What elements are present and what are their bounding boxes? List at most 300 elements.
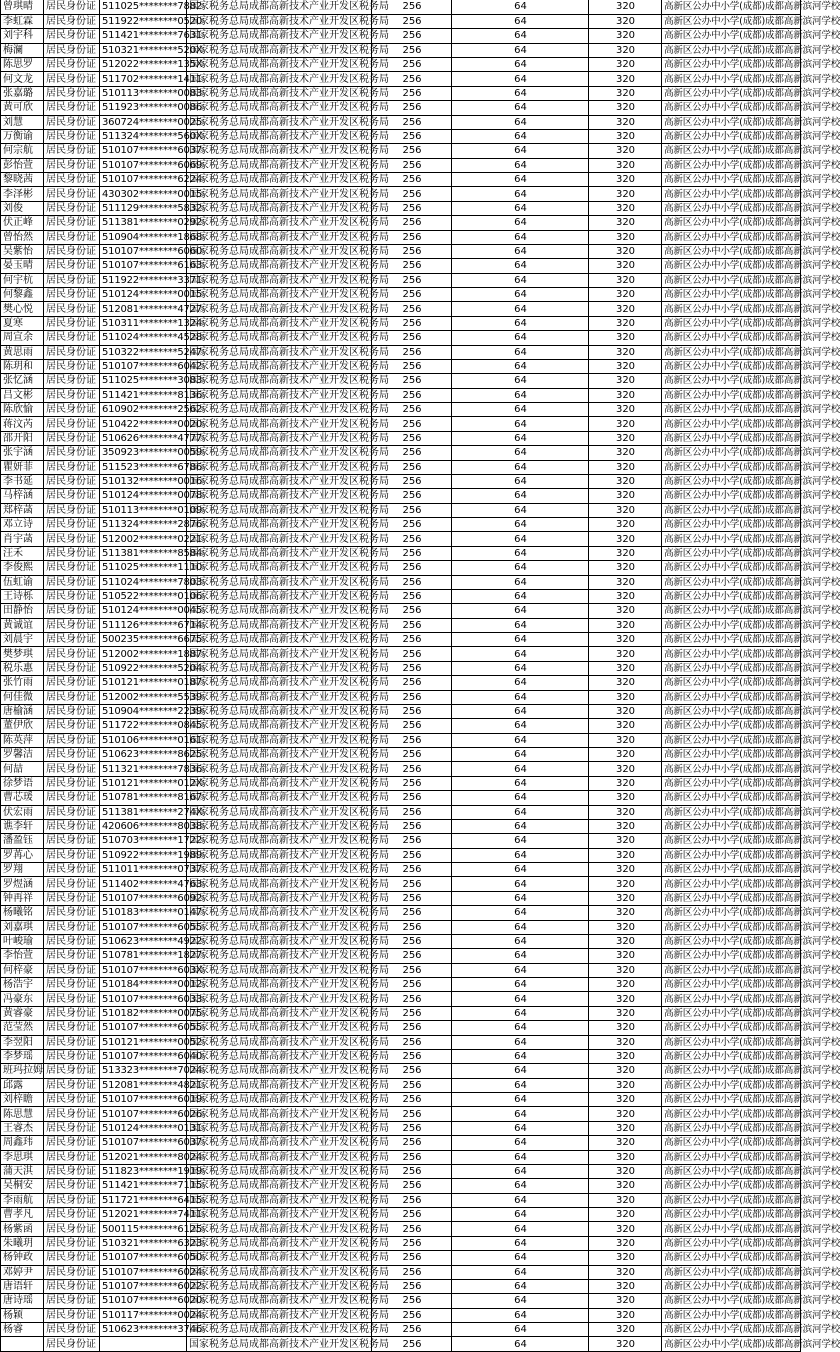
amount-c-cell: 320 (589, 230, 662, 244)
table-row (1, 1107, 801, 1121)
id-number-cell: 430302********0015 (100, 187, 187, 201)
school-cell: 高新区公办中小学(成都)成都高新滨河学校 (662, 86, 801, 100)
amount-b-cell: 64 (452, 633, 589, 647)
table-row (1, 532, 801, 546)
amount-a-cell: 256 (372, 661, 452, 675)
id-number-cell: 510107********6037 (100, 144, 187, 158)
id-type-cell: 居民身份证 (44, 273, 100, 287)
amount-c-cell: 320 (589, 359, 662, 373)
amount-b-cell: 64 (452, 805, 589, 819)
school-cell: 高新区公办中小学(成都)成都高新滨河学校 (662, 101, 801, 115)
table-row (1, 949, 801, 963)
school-cell: 高新区公办中小学(成都)成都高新滨河学校 (662, 1107, 801, 1121)
school-cell: 高新区公办中小学(成都)成都高新滨河学校 (662, 1179, 801, 1193)
amount-c-cell: 320 (589, 288, 662, 302)
student-name-cell: 吴桐安 (1, 1179, 44, 1193)
id-type-cell: 居民身份证 (44, 934, 100, 948)
amount-c-cell: 320 (589, 676, 662, 690)
id-type-cell: 居民身份证 (44, 776, 100, 790)
amount-b-cell: 64 (452, 920, 589, 934)
amount-a-cell: 256 (372, 259, 452, 273)
student-name-cell: 徐梦语 (1, 776, 44, 790)
id-type-cell: 居民身份证 (44, 1049, 100, 1063)
student-name-cell: 张嘉璐 (1, 86, 44, 100)
amount-a-cell: 256 (372, 302, 452, 316)
id-type-cell: 居民身份证 (44, 963, 100, 977)
tax-unit-cell: 国家税务总局成都高新技术产业开发区税务局 (187, 1279, 372, 1293)
student-name-cell: 邵开阳 (1, 431, 44, 445)
amount-a-cell: 256 (372, 29, 452, 43)
amount-a-cell: 256 (372, 1064, 452, 1078)
school-cell: 高新区公办中小学(成都)成都高新滨河学校 (662, 1136, 801, 1150)
amount-a-cell: 256 (372, 748, 452, 762)
amount-c-cell: 320 (589, 29, 662, 43)
student-name-cell: 蒲天淇 (1, 1164, 44, 1178)
tax-unit-cell: 国家税务总局成都高新技术产业开发区税务局 (187, 1150, 372, 1164)
amount-b-cell: 64 (452, 1193, 589, 1207)
amount-c-cell: 320 (589, 791, 662, 805)
amount-a-cell: 256 (372, 589, 452, 603)
student-name-cell: 何梓豪 (1, 963, 44, 977)
amount-b-cell: 64 (452, 647, 589, 661)
school-cell: 高新区公办中小学(成都)成都高新滨河学校 (662, 1164, 801, 1178)
amount-c-cell: 320 (589, 259, 662, 273)
student-name-cell: 邓婷尹 (1, 1265, 44, 1279)
id-type-cell: 居民身份证 (44, 661, 100, 675)
amount-a-cell: 256 (372, 934, 452, 948)
amount-c-cell: 320 (589, 14, 662, 28)
student-name-cell: 黄诚谊 (1, 618, 44, 632)
id-type-cell: 居民身份证 (44, 331, 100, 345)
id-type-cell: 居民身份证 (44, 805, 100, 819)
id-type-cell: 居民身份证 (44, 216, 100, 230)
id-type-cell: 居民身份证 (44, 1193, 100, 1207)
amount-c-cell: 320 (589, 1279, 662, 1293)
id-type-cell: 居民身份证 (44, 863, 100, 877)
tax-unit-cell: 国家税务总局成都高新技术产业开发区税务局 (187, 604, 372, 618)
id-number-cell: 511421********7631 (100, 29, 187, 43)
id-number-cell: 511922********3371 (100, 273, 187, 287)
amount-a-cell: 256 (372, 1093, 452, 1107)
amount-a-cell: 256 (372, 949, 452, 963)
amount-a-cell: 256 (372, 704, 452, 718)
school-cell: 高新区公办中小学(成都)成都高新滨河学校 (662, 345, 801, 359)
tax-unit-cell: 国家税务总局成都高新技术产业开发区税务局 (187, 417, 372, 431)
id-type-cell: 居民身份证 (44, 604, 100, 618)
amount-b-cell: 64 (452, 244, 589, 258)
school-cell: 高新区公办中小学(成都)成都高新滨河学校 (662, 359, 801, 373)
amount-b-cell: 64 (452, 532, 589, 546)
amount-a-cell: 256 (372, 1265, 452, 1279)
id-number-cell: 510623********3746 (100, 1323, 187, 1337)
amount-a-cell: 256 (372, 187, 452, 201)
tax-unit-cell: 国家税务总局成都高新技术产业开发区税务局 (187, 920, 372, 934)
amount-c-cell: 320 (589, 518, 662, 532)
amount-b-cell: 64 (452, 129, 589, 143)
school-cell: 高新区公办中小学(成都)成都高新滨河学校 (662, 963, 801, 977)
school-cell: 高新区公办中小学(成都)成都高新滨河学校 (662, 733, 801, 747)
tax-unit-cell: 国家税务总局成都高新技术产业开发区税务局 (187, 1323, 372, 1337)
amount-c-cell: 320 (589, 1136, 662, 1150)
tax-unit-cell: 国家税务总局成都高新技术产业开发区税务局 (187, 1179, 372, 1193)
amount-a-cell: 256 (372, 316, 452, 330)
table-row (1, 762, 801, 776)
student-name-cell: 税乐惠 (1, 661, 44, 675)
amount-c-cell: 320 (589, 1265, 662, 1279)
id-type-cell: 居民身份证 (44, 920, 100, 934)
tax-unit-cell: 国家税务总局成都高新技术产业开发区税务局 (187, 791, 372, 805)
tax-unit-cell: 国家税务总局成都高新技术产业开发区税务局 (187, 676, 372, 690)
amount-b-cell: 64 (452, 1251, 589, 1265)
id-number-cell: 510107********6019 (100, 1093, 187, 1107)
amount-c-cell: 320 (589, 949, 662, 963)
table-row (1, 719, 801, 733)
id-number-cell: 510922********5204 (100, 661, 187, 675)
id-type-cell: 居民身份证 (44, 819, 100, 833)
table-row (1, 345, 801, 359)
tax-unit-cell: 国家税务总局成都高新技术产业开发区税务局 (187, 1006, 372, 1020)
id-type-cell: 居民身份证 (44, 1121, 100, 1135)
id-type-cell: 居民身份证 (44, 589, 100, 603)
table-row (1, 1193, 801, 1207)
amount-a-cell: 256 (372, 431, 452, 445)
school-cell: 高新区公办中小学(成都)成都高新滨河学校 (662, 604, 801, 618)
student-name-cell: 李书延 (1, 474, 44, 488)
tax-unit-cell: 国家税务总局成都高新技术产业开发区税务局 (187, 1265, 372, 1279)
school-cell: 高新区公办中小学(成都)成都高新滨河学校 (662, 532, 801, 546)
student-name-cell: 何佳微 (1, 690, 44, 704)
tax-unit-cell: 国家税务总局成都高新技术产业开发区税务局 (187, 1308, 372, 1322)
id-number-cell: 510322********5247 (100, 345, 187, 359)
amount-b-cell: 64 (452, 748, 589, 762)
student-name-cell: 罗苒心 (1, 848, 44, 862)
amount-c-cell: 320 (589, 1150, 662, 1164)
amount-c-cell: 320 (589, 1121, 662, 1135)
id-number-cell: 511702********1411 (100, 72, 187, 86)
tax-unit-cell: 国家税务总局成都高新技术产业开发区税务局 (187, 934, 372, 948)
table-row (1, 86, 801, 100)
id-number-cell: 512021********7411 (100, 1208, 187, 1222)
tax-unit-cell: 国家税务总局成都高新技术产业开发区税务局 (187, 546, 372, 560)
amount-b-cell: 64 (452, 676, 589, 690)
amount-c-cell: 320 (589, 1251, 662, 1265)
id-type-cell: 居民身份证 (44, 834, 100, 848)
table-row (1, 29, 801, 43)
school-cell: 高新区公办中小学(成都)成都高新滨河学校 (662, 906, 801, 920)
amount-c-cell: 320 (589, 187, 662, 201)
amount-a-cell: 256 (372, 819, 452, 833)
amount-b-cell: 64 (452, 158, 589, 172)
amount-c-cell: 320 (589, 934, 662, 948)
amount-c-cell: 320 (589, 1164, 662, 1178)
amount-c-cell: 320 (589, 58, 662, 72)
amount-c-cell: 320 (589, 532, 662, 546)
student-name-cell: 潘盈钰 (1, 834, 44, 848)
school-cell: 高新区公办中小学(成都)成都高新滨河学校 (662, 1049, 801, 1063)
student-name-cell: 邱露 (1, 1078, 44, 1092)
tax-unit-cell: 国家税务总局成都高新技术产业开发区税务局 (187, 589, 372, 603)
id-type-cell: 居民身份证 (44, 748, 100, 762)
school-cell: 高新区公办中小学(成都)成都高新滨河学校 (662, 216, 801, 230)
id-type-cell: 居民身份证 (44, 129, 100, 143)
amount-b-cell: 64 (452, 259, 589, 273)
table-row (1, 791, 801, 805)
id-type-cell: 居民身份证 (44, 187, 100, 201)
table-row (1, 978, 801, 992)
table-row (1, 374, 801, 388)
school-cell: 高新区公办中小学(成都)成都高新滨河学校 (662, 144, 801, 158)
amount-a-cell: 256 (372, 374, 452, 388)
tax-unit-cell: 国家税务总局成都高新技术产业开发区税务局 (187, 848, 372, 862)
amount-a-cell: 256 (372, 1222, 452, 1236)
amount-c-cell: 320 (589, 503, 662, 517)
student-name-cell: 唐榆涵 (1, 704, 44, 718)
table-row (1, 1078, 801, 1092)
student-name-cell: 陈玥和 (1, 359, 44, 373)
school-cell: 高新区公办中小学(成都)成都高新滨河学校 (662, 230, 801, 244)
id-number-cell: 510121********0052 (100, 1035, 187, 1049)
student-name-cell: 伍虹谕 (1, 575, 44, 589)
amount-b-cell: 64 (452, 848, 589, 862)
student-name-cell: 瞿妍菲 (1, 460, 44, 474)
table-row (1, 288, 801, 302)
student-name-cell: 彭怡萱 (1, 158, 44, 172)
amount-b-cell: 64 (452, 589, 589, 603)
table-row (1, 848, 801, 862)
tax-unit-cell: 国家税务总局成都高新技术产业开发区税务局 (187, 288, 372, 302)
id-type-cell: 居民身份证 (44, 1021, 100, 1035)
id-number-cell: 360724********0025 (100, 115, 187, 129)
id-type-cell: 居民身份证 (44, 503, 100, 517)
table-row (1, 58, 801, 72)
school-cell: 高新区公办中小学(成都)成都高新滨河学校 (662, 877, 801, 891)
student-name-cell: 董伊欣 (1, 719, 44, 733)
amount-a-cell: 256 (372, 891, 452, 905)
student-name-cell: 伏宏雨 (1, 805, 44, 819)
id-type-cell: 居民身份证 (44, 1337, 100, 1351)
school-cell: 高新区公办中小学(成都)成都高新滨河学校 (662, 14, 801, 28)
amount-c-cell: 320 (589, 604, 662, 618)
table-row (1, 1279, 801, 1293)
amount-c-cell: 320 (589, 403, 662, 417)
amount-a-cell: 256 (372, 115, 452, 129)
amount-b-cell: 64 (452, 776, 589, 790)
tax-unit-cell: 国家税务总局成都高新技术产业开发区税务局 (187, 1078, 372, 1092)
id-type-cell: 居民身份证 (44, 1136, 100, 1150)
id-type-cell: 居民身份证 (44, 1078, 100, 1092)
school-cell: 高新区公办中小学(成都)成都高新滨河学校 (662, 1279, 801, 1293)
tax-unit-cell: 国家税务总局成都高新技术产业开发区税务局 (187, 661, 372, 675)
amount-c-cell: 320 (589, 848, 662, 862)
student-name-cell: 黄可欣 (1, 101, 44, 115)
school-cell: 高新区公办中小学(成都)成都高新滨河学校 (662, 1093, 801, 1107)
id-number-cell: 510184********0012 (100, 978, 187, 992)
amount-c-cell: 320 (589, 863, 662, 877)
amount-c-cell: 320 (589, 891, 662, 905)
amount-a-cell: 256 (372, 1294, 452, 1308)
school-cell: 高新区公办中小学(成都)成都高新滨河学校 (662, 446, 801, 460)
id-type-cell: 居民身份证 (44, 14, 100, 28)
amount-c-cell: 320 (589, 805, 662, 819)
school-cell: 高新区公办中小学(成都)成都高新滨河学校 (662, 575, 801, 589)
student-name-cell: 李虹霖 (1, 14, 44, 28)
amount-b-cell: 64 (452, 187, 589, 201)
student-name-cell: 何喆 (1, 762, 44, 776)
tax-unit-cell: 国家税务总局成都高新技术产业开发区税务局 (187, 1294, 372, 1308)
amount-b-cell: 64 (452, 359, 589, 373)
amount-c-cell: 320 (589, 216, 662, 230)
school-cell: 高新区公办中小学(成都)成都高新滨河学校 (662, 647, 801, 661)
id-number-cell: 510113********0083 (100, 86, 187, 100)
id-type-cell: 居民身份证 (44, 877, 100, 891)
student-name-cell: 杨钟政 (1, 1251, 44, 1265)
id-type-cell: 居民身份证 (44, 1251, 100, 1265)
amount-a-cell: 256 (372, 1021, 452, 1035)
student-name-cell: 刘俊 (1, 201, 44, 215)
id-type-cell: 居民身份证 (44, 1179, 100, 1193)
id-number-cell: 512002********5539 (100, 690, 187, 704)
tax-unit-cell: 国家税务总局成都高新技术产业开发区税务局 (187, 1208, 372, 1222)
amount-a-cell: 256 (372, 101, 452, 115)
amount-a-cell: 256 (372, 805, 452, 819)
amount-a-cell: 256 (372, 158, 452, 172)
amount-c-cell: 320 (589, 129, 662, 143)
id-number-cell: 512081********4821 (100, 1078, 187, 1092)
amount-c-cell: 320 (589, 1308, 662, 1322)
id-type-cell: 居民身份证 (44, 259, 100, 273)
amount-a-cell: 256 (372, 776, 452, 790)
amount-a-cell: 256 (372, 834, 452, 848)
amount-a-cell: 256 (372, 58, 452, 72)
amount-c-cell: 320 (589, 345, 662, 359)
id-type-cell: 居民身份证 (44, 302, 100, 316)
id-type-cell: 居民身份证 (44, 1064, 100, 1078)
id-number-cell: 350923********0059 (100, 446, 187, 460)
id-number-cell: 510703********1722 (100, 834, 187, 848)
table-row (1, 834, 801, 848)
amount-b-cell: 64 (452, 1049, 589, 1063)
amount-b-cell: 64 (452, 1064, 589, 1078)
id-number-cell: 511421********8136 (100, 388, 187, 402)
amount-c-cell: 320 (589, 417, 662, 431)
tax-unit-cell: 国家税务总局成都高新技术产业开发区税务局 (187, 863, 372, 877)
amount-c-cell: 320 (589, 719, 662, 733)
student-name-cell: 钟再祥 (1, 891, 44, 905)
school-cell: 高新区公办中小学(成都)成都高新滨河学校 (662, 748, 801, 762)
id-number-cell: 510107********6055 (100, 920, 187, 934)
amount-c-cell: 320 (589, 748, 662, 762)
amount-c-cell: 320 (589, 877, 662, 891)
table-row (1, 72, 801, 86)
school-cell: 高新区公办中小学(成都)成都高新滨河学校 (662, 1035, 801, 1049)
amount-b-cell: 64 (452, 733, 589, 747)
school-cell: 高新区公办中小学(成都)成都高新滨河学校 (662, 819, 801, 833)
amount-b-cell: 64 (452, 431, 589, 445)
school-cell: 高新区公办中小学(成都)成都高新滨河学校 (662, 158, 801, 172)
id-number-cell: 510904********2239 (100, 704, 187, 718)
amount-c-cell: 320 (589, 1035, 662, 1049)
school-cell: 高新区公办中小学(成都)成都高新滨河学校 (662, 719, 801, 733)
tax-unit-cell: 国家税务总局成都高新技术产业开发区税务局 (187, 891, 372, 905)
amount-a-cell: 256 (372, 288, 452, 302)
amount-b-cell: 64 (452, 302, 589, 316)
table-row (1, 446, 801, 460)
table-row (1, 1179, 801, 1193)
amount-b-cell: 64 (452, 1021, 589, 1035)
student-name-cell: 吴紫怡 (1, 244, 44, 258)
amount-a-cell: 256 (372, 446, 452, 460)
tax-unit-cell: 国家税务总局成都高新技术产业开发区税务局 (187, 949, 372, 963)
amount-b-cell: 64 (452, 1323, 589, 1337)
id-type-cell: 居民身份证 (44, 575, 100, 589)
tax-unit-cell: 国家税务总局成都高新技术产业开发区税务局 (187, 719, 372, 733)
school-cell: 高新区公办中小学(成都)成都高新滨河学校 (662, 1323, 801, 1337)
amount-b-cell: 64 (452, 29, 589, 43)
student-name-cell: 张竹雨 (1, 676, 44, 690)
amount-b-cell: 64 (452, 1107, 589, 1121)
amount-a-cell: 256 (372, 460, 452, 474)
student-name-cell: 何宗航 (1, 144, 44, 158)
amount-b-cell: 64 (452, 474, 589, 488)
id-number-cell: 511721********6415 (100, 1193, 187, 1207)
amount-c-cell: 320 (589, 1006, 662, 1020)
table-row (1, 1222, 801, 1236)
tax-unit-cell: 国家税务总局成都高新技术产业开发区税务局 (187, 690, 372, 704)
tax-unit-cell: 国家税务总局成都高新技术产业开发区税务局 (187, 201, 372, 215)
student-name-cell: 伏正峰 (1, 216, 44, 230)
school-cell: 高新区公办中小学(成都)成都高新滨河学校 (662, 244, 801, 258)
amount-b-cell: 64 (452, 14, 589, 28)
student-name-cell: 杨浩宇 (1, 978, 44, 992)
student-name-cell: 夏寒 (1, 316, 44, 330)
school-cell: 高新区公办中小学(成都)成都高新滨河学校 (662, 288, 801, 302)
amount-a-cell: 256 (372, 1208, 452, 1222)
student-name-cell: 班玛拉姆 (1, 1064, 44, 1078)
amount-a-cell: 256 (372, 633, 452, 647)
id-type-cell: 居民身份证 (44, 633, 100, 647)
amount-b-cell: 64 (452, 0, 589, 14)
amount-b-cell: 64 (452, 216, 589, 230)
tax-unit-cell: 国家税务总局成都高新技术产业开发区税务局 (187, 431, 372, 445)
amount-b-cell: 64 (452, 58, 589, 72)
amount-b-cell: 64 (452, 963, 589, 977)
school-cell: 高新区公办中小学(成都)成都高新滨河学校 (662, 331, 801, 345)
amount-b-cell: 64 (452, 86, 589, 100)
id-number-cell: 510107********603X (100, 963, 187, 977)
school-cell: 高新区公办中小学(成都)成都高新滨河学校 (662, 1236, 801, 1250)
amount-b-cell: 64 (452, 934, 589, 948)
amount-b-cell: 64 (452, 1179, 589, 1193)
student-name-cell: 曹芯瑗 (1, 791, 44, 805)
id-type-cell: 居民身份证 (44, 1279, 100, 1293)
amount-c-cell: 320 (589, 1236, 662, 1250)
tax-unit-cell: 国家税务总局成都高新技术产业开发区税务局 (187, 1064, 372, 1078)
id-number-cell: 420606********8038 (100, 819, 187, 833)
id-number-cell: 510124********0045 (100, 604, 187, 618)
school-cell: 高新区公办中小学(成都)成都高新滨河学校 (662, 863, 801, 877)
amount-a-cell: 256 (372, 791, 452, 805)
tax-unit-cell: 国家税务总局成都高新技术产业开发区税务局 (187, 704, 372, 718)
id-number-cell: 511381********0292 (100, 216, 187, 230)
school-cell: 高新区公办中小学(成都)成都高新滨河学校 (662, 704, 801, 718)
table-row (1, 474, 801, 488)
amount-b-cell: 64 (452, 43, 589, 57)
id-number-cell: 511324********2876 (100, 518, 187, 532)
tax-unit-cell: 国家税务总局成都高新技术产业开发区税务局 (187, 733, 372, 747)
amount-c-cell: 320 (589, 316, 662, 330)
school-cell: 高新区公办中小学(成都)成都高新滨河学校 (662, 762, 801, 776)
amount-c-cell: 320 (589, 388, 662, 402)
